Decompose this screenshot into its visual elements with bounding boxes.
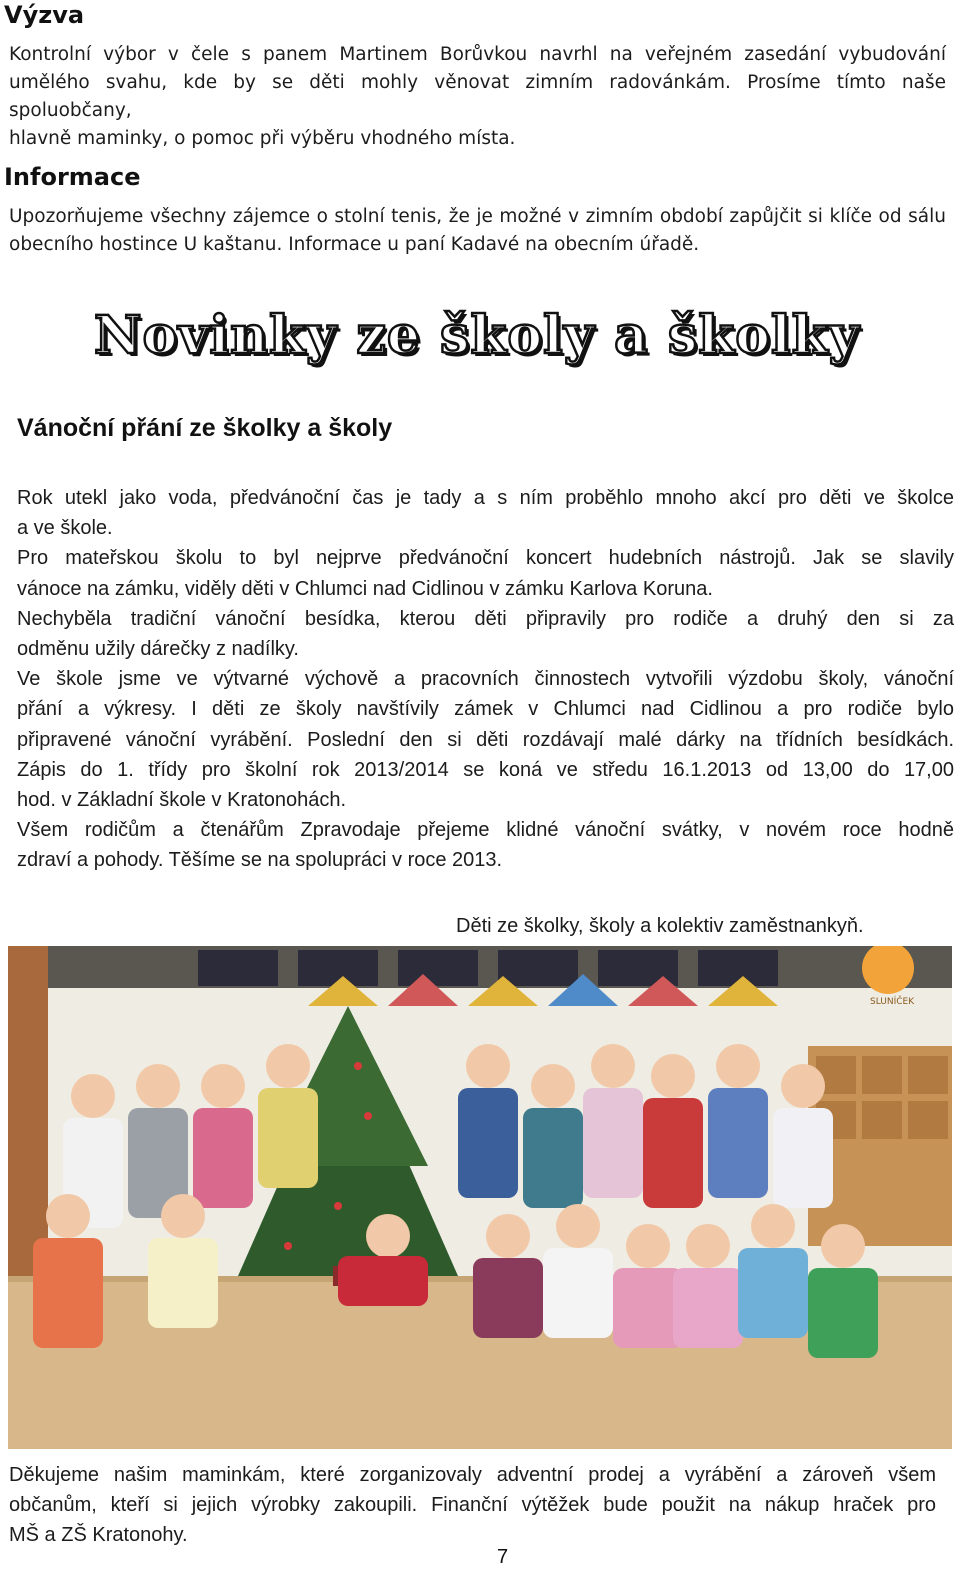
- text-line: Rok utekl jako voda, předvánoční čas je tady a s ním proběhlo mnoho akcí pro děti ve školce: [17, 487, 954, 509]
- wall-sign-text: SLUNÍČEK: [870, 997, 915, 1007]
- text-line: Děkujeme našim maminkám, které zorganizovaly adventní prodej a vyrábění a zároveň všem: [9, 1464, 936, 1486]
- text-line: a ve škole.: [17, 517, 113, 540]
- text-line: vánoce na zámku, viděly děti v Chlumci nad Cidlinou v zámku Karlova Koruna.: [17, 577, 713, 600]
- text-line: odměnu užily dárečky z nadílky.: [17, 638, 299, 661]
- class-photo-illustration: [8, 946, 952, 1449]
- section-banner: Novinky ze školy a školky: [94, 305, 860, 366]
- text-line: obecního hostince U kaštanu. Informace u paní Kadavé na obecním úřadě.: [9, 234, 700, 255]
- class-photo: [8, 946, 952, 1449]
- text-line: Kontrolní výbor v čele s panem Martinem Borůvkou navrhl na veřejném zasedání vybudování: [9, 44, 946, 65]
- vyzva-paragraph: [9, 41, 946, 153]
- text-line: Zápis do 1. třídy pro školní rok 2013/2014 se koná ve středu 16.1.2013 od 13,00 do 17,00: [17, 758, 954, 781]
- section-title-informace: Informace: [4, 163, 141, 191]
- text-line: hod. v Základní škole v Kratonohách.: [17, 789, 347, 812]
- text-line: Ve škole jsme ve výtvarné výchově a pracovních činnostech vytvořili výzdobu školy, vánoční: [17, 668, 954, 691]
- informace-paragraph: [9, 203, 946, 259]
- text-line: zdraví a pohody. Těšíme se na spolupráci v roce 2013.: [17, 849, 503, 872]
- page-number: 7: [497, 1546, 509, 1568]
- text-line: Všem rodičům a čtenářům Zpravodaje přejeme klidné vánoční svátky, v novém roce hodně: [17, 819, 954, 842]
- text-line: Pro mateřskou školu to byl nejprve předvánoční koncert hudebních nástrojů. Jak se slavily: [17, 547, 954, 570]
- text-line: MŠ a ZŠ Kratonohy.: [9, 1524, 188, 1547]
- section-title-vyzva: Výzva: [4, 1, 85, 29]
- text-line: hlavně maminky, o pomoc při výběru vhodného místa.: [9, 128, 516, 149]
- article-body: [17, 483, 954, 876]
- text-line: umělého svahu, kde by se děti mohly věnovat zimním radovánkám. Prosíme tímto naše spoluobčany,: [9, 72, 946, 121]
- thanks-paragraph: [9, 1460, 936, 1551]
- text-line: občanům, kteří si jejich výrobky zakoupili. Finanční výtěžek bude použit na nákup hraček pro: [9, 1494, 936, 1517]
- text-line: připravené vánoční vyrábění. Poslední den si děti rozdávají malé dárky na třídních besídkách.: [17, 728, 954, 751]
- text-line: Nechyběla tradiční vánoční besídka, kterou děti připravily pro rodiče a druhý den si za: [17, 607, 954, 630]
- article-title: Vánoční přání ze školky a školy: [17, 414, 393, 442]
- text-line: přání a výkresy. I děti ze školy navštívily zámek v Chlumci nad Cidlinou a pro rodiče bylo: [17, 698, 954, 721]
- article-signature: Děti ze školky, školy a kolektiv zaměstnankyň.: [456, 915, 864, 937]
- text-line: Upozorňujeme všechny zájemce o stolní tenis, že je možné v zimním období zapůjčit si klíče od sálu: [9, 206, 946, 227]
